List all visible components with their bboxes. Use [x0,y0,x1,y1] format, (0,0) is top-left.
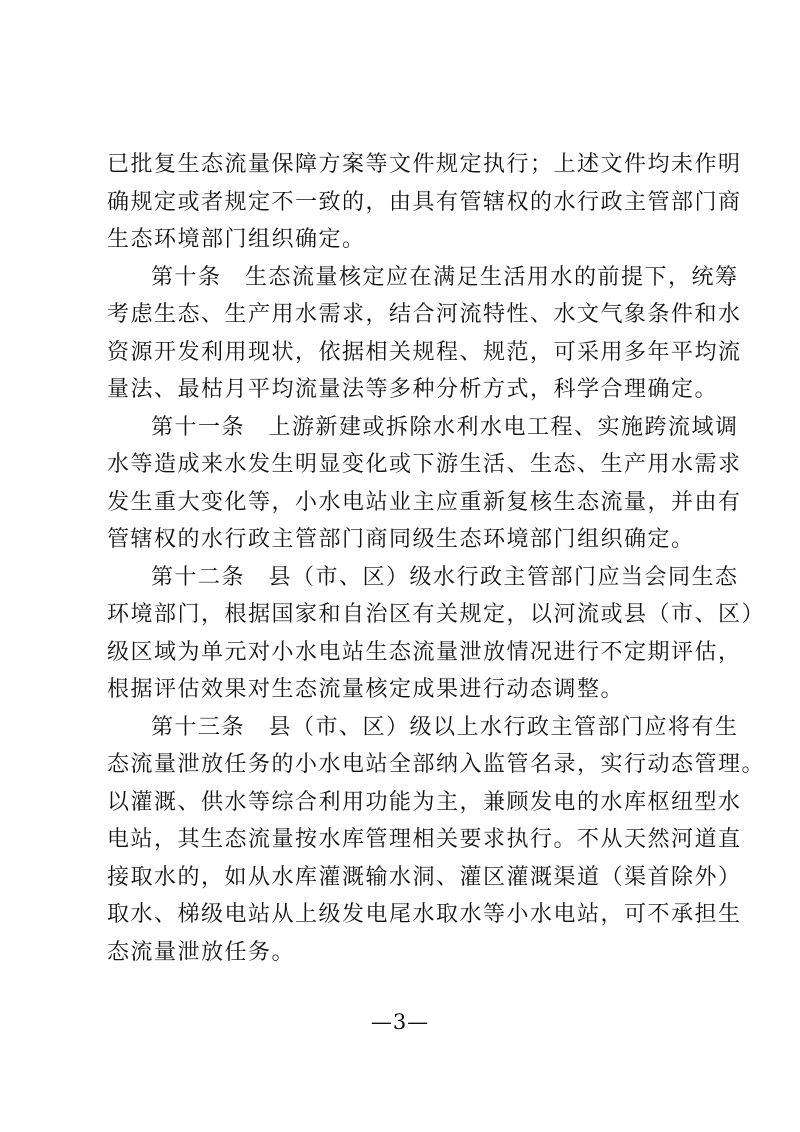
text-line: 管辖权的水行政主管部门商同级生态环境部门组织确定。 [107,527,695,552]
document-body [107,146,766,971]
text-line: 第十条 生态流量核定应在满足生活用水的前提下，统筹 [151,264,739,290]
text-line: 第十二条 县（市、区）级水行政主管部门应当会同生态 [151,564,739,590]
text-line: 根据评估效果对生态流量核定成果进行动态调整。 [107,677,625,702]
text-line: 电站，其生态流量按水库管理相关要求执行。不从天然河道直 [107,827,742,852]
text-line: 以灌溉、供水等综合利用功能为主，兼顾发电的水库枢纽型水 [107,789,742,815]
text-line: 第十三条 县（市、区）级以上水行政主管部门应将有生 [151,714,739,740]
text-line: 水等造成来水发生明显变化或下游生活、生态、生产用水需求 [107,452,742,477]
text-line: 资源开发利用现状，依据相关规程、规范，可采用多年平均流 [107,339,742,365]
text-line: 级区域为单元对小水电站生态流量泄放情况进行不定期评估， [107,639,742,665]
text-line: 已批复生态流量保障方案等文件规定执行；上述文件均未作明 [107,152,742,177]
paragraph-continuation [107,146,742,259]
text-line: 发生重大变化等，小水电站业主应重新复核生态流量，并由有 [107,489,742,515]
text-line: 环境部门，根据国家和自治区有关规定，以河流或县（市、区） [107,602,766,627]
text-line: 生态环境部门组织确定。 [107,227,366,252]
article-12 [107,559,766,709]
text-line: 态流量泄放任务。 [107,939,296,965]
text-line: 确规定或者规定不一致的，由具有管辖权的水行政主管部门商 [107,189,742,215]
text-line: 取水、梯级电站从上级发电尾水取水等小水电站，可不承担生 [107,902,742,927]
text-line: 态流量泄放任务的小水电站全部纳入监管名录，实行动态管理。 [107,752,766,777]
text-line: 接取水的，如从水库灌溉输水洞、灌区灌溉渠道（渠首除外） [107,864,742,890]
text-line: 量法、最枯月平均流量法等多种分析方式，科学合理确定。 [107,377,719,402]
article-13 [107,709,766,972]
article-10 [107,259,742,409]
article-11 [107,409,742,559]
text-line: 第十一条 上游新建或拆除水利水电工程、实施跨流域调 [151,414,739,440]
page-number: —3— [370,1010,430,1034]
text-line: 考虑生态、生产用水需求，结合河流特性、水文气象条件和水 [107,302,742,327]
